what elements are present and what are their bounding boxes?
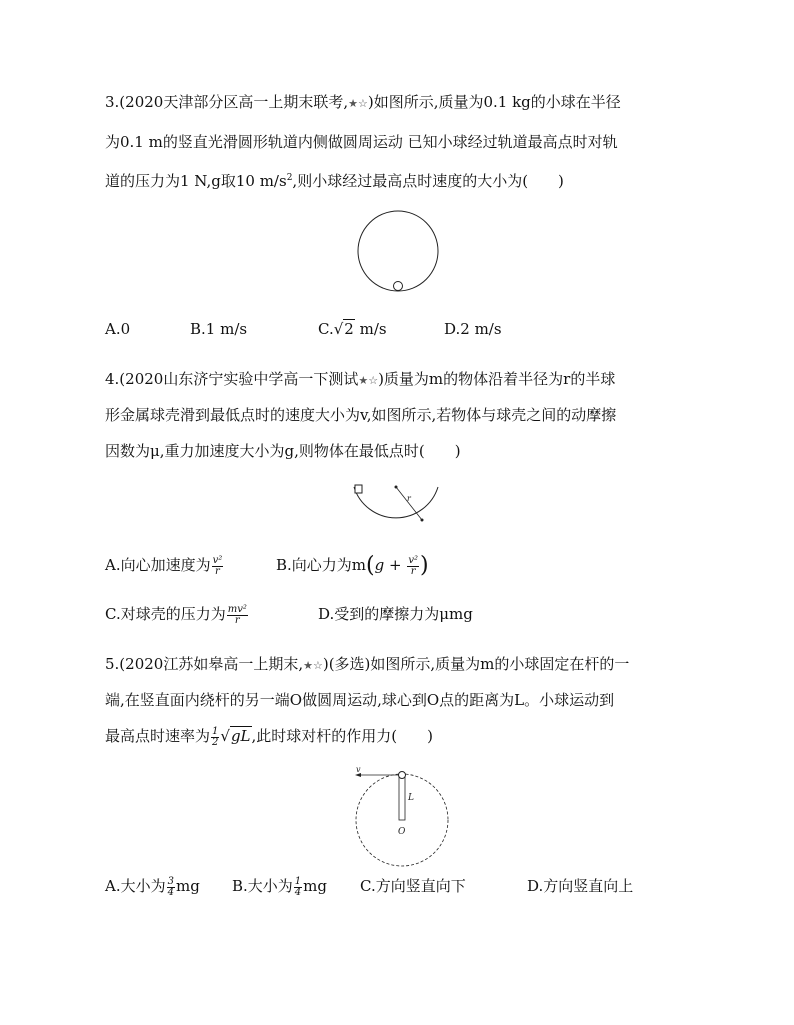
q5-option-c[interactable]: C.方向竖直向下 — [360, 877, 466, 895]
q3-line-3: 道的压力为1 N,g取10 $m/s^2$,则小球经过最高点时速度的大小为( ) — [105, 172, 564, 190]
q3-option-b[interactable]: B.1 m/s — [190, 320, 248, 338]
pivot-label: O — [398, 827, 406, 837]
q4-line-3: 因数为μ,重力加速度大小为g,则物体在最低点时( ) — [105, 442, 461, 460]
fraction: $\frac{1}{4}$ — [294, 875, 302, 898]
q5-line-1: 5.(2020江苏如皋高一上期末,★☆)(多选)如图所示,质量为m的小球固定在杆的一 — [105, 655, 630, 673]
track-circle — [358, 211, 438, 291]
fraction: $\frac{3}{4}$ — [167, 875, 174, 898]
q5-option-d[interactable]: D.方向竖直向上 — [527, 877, 634, 895]
q5-rod-circle-figure — [352, 765, 452, 870]
fraction: $\frac{\text{mv²}}{r}$ — [227, 603, 247, 626]
point-dot — [421, 519, 424, 522]
sqrt-icon: √ — [220, 727, 230, 745]
q3-line-1: 3.(2020天津部分区高一上期末联考,★☆)如图所示,质量为0.1 kg的小球在半径 — [105, 93, 621, 111]
rod — [399, 776, 405, 820]
q5-line-3: 最高点时速率为 $\frac{1}{2}$ √gL,此时球对杆的作用力( ) — [105, 725, 434, 748]
q4-option-b[interactable]: B.向心力为m(g + $\frac{\text{v²}}{r}$ ) — [276, 553, 429, 578]
ball — [399, 772, 406, 779]
q4-option-d[interactable]: D.受到的摩擦力为μmg — [318, 605, 473, 623]
q3-line-2: 为0.1 m的竖直光滑圆形轨道内侧做圆周运动 已知小球经过轨道最高点时对轨 — [105, 133, 618, 151]
q3-circular-track-figure — [355, 212, 445, 294]
length-label: L — [408, 793, 414, 803]
q4-line-1: 4.(2020山东济宁实验中学高一下测试★☆)质量为m的物体沿着半径为r的半球 — [105, 370, 616, 388]
q3-option-d[interactable]: D.2 m/s — [444, 320, 502, 338]
q3-option-a[interactable]: A.0 — [105, 320, 131, 338]
velocity-label: v — [356, 765, 361, 774]
sqrt-icon: √ — [333, 320, 344, 338]
q4-option-a[interactable]: A.向心加速度为 $\frac{\text{v²}}{r}$ — [105, 554, 223, 577]
q4-hemisphere-shell-figure — [350, 483, 444, 539]
block-object — [355, 485, 362, 493]
q4-option-c[interactable]: C.对球壳的压力为 $\frac{\text{mv²}}{r}$ — [105, 603, 247, 626]
hemisphere-arc — [354, 487, 438, 518]
difficulty-stars-icon: ★☆ — [358, 374, 379, 387]
radius-line — [396, 487, 422, 520]
q5-option-b[interactable]: B.大小为 $\frac{1}{4}$ mg — [232, 875, 327, 898]
fraction: $\frac{1}{2}$ — [212, 725, 219, 748]
fraction: $\frac{\text{v²}}{r}$ — [408, 554, 418, 577]
center-dot — [395, 486, 398, 489]
q4-line-2: 形金属球壳滑到最低点时的速度大小为v,如图所示,若物体与球壳之间的动摩擦 — [105, 406, 617, 424]
q3-option-c[interactable]: C.√2 m/s — [318, 320, 387, 338]
difficulty-stars-icon: ★☆ — [348, 97, 368, 110]
radius-label: r — [407, 494, 411, 503]
q5-line-2: 端,在竖直面内绕杆的另一端O做圆周运动,球心到O点的距离为L。小球运动到 — [105, 691, 615, 709]
q5-option-a[interactable]: A.大小为 $\frac{3}{4}$ mg — [105, 875, 200, 898]
fraction: $\frac{\text{v²}}{r}$ — [212, 554, 223, 577]
small-ball — [394, 282, 403, 291]
difficulty-stars-icon: ★☆ — [303, 659, 323, 672]
